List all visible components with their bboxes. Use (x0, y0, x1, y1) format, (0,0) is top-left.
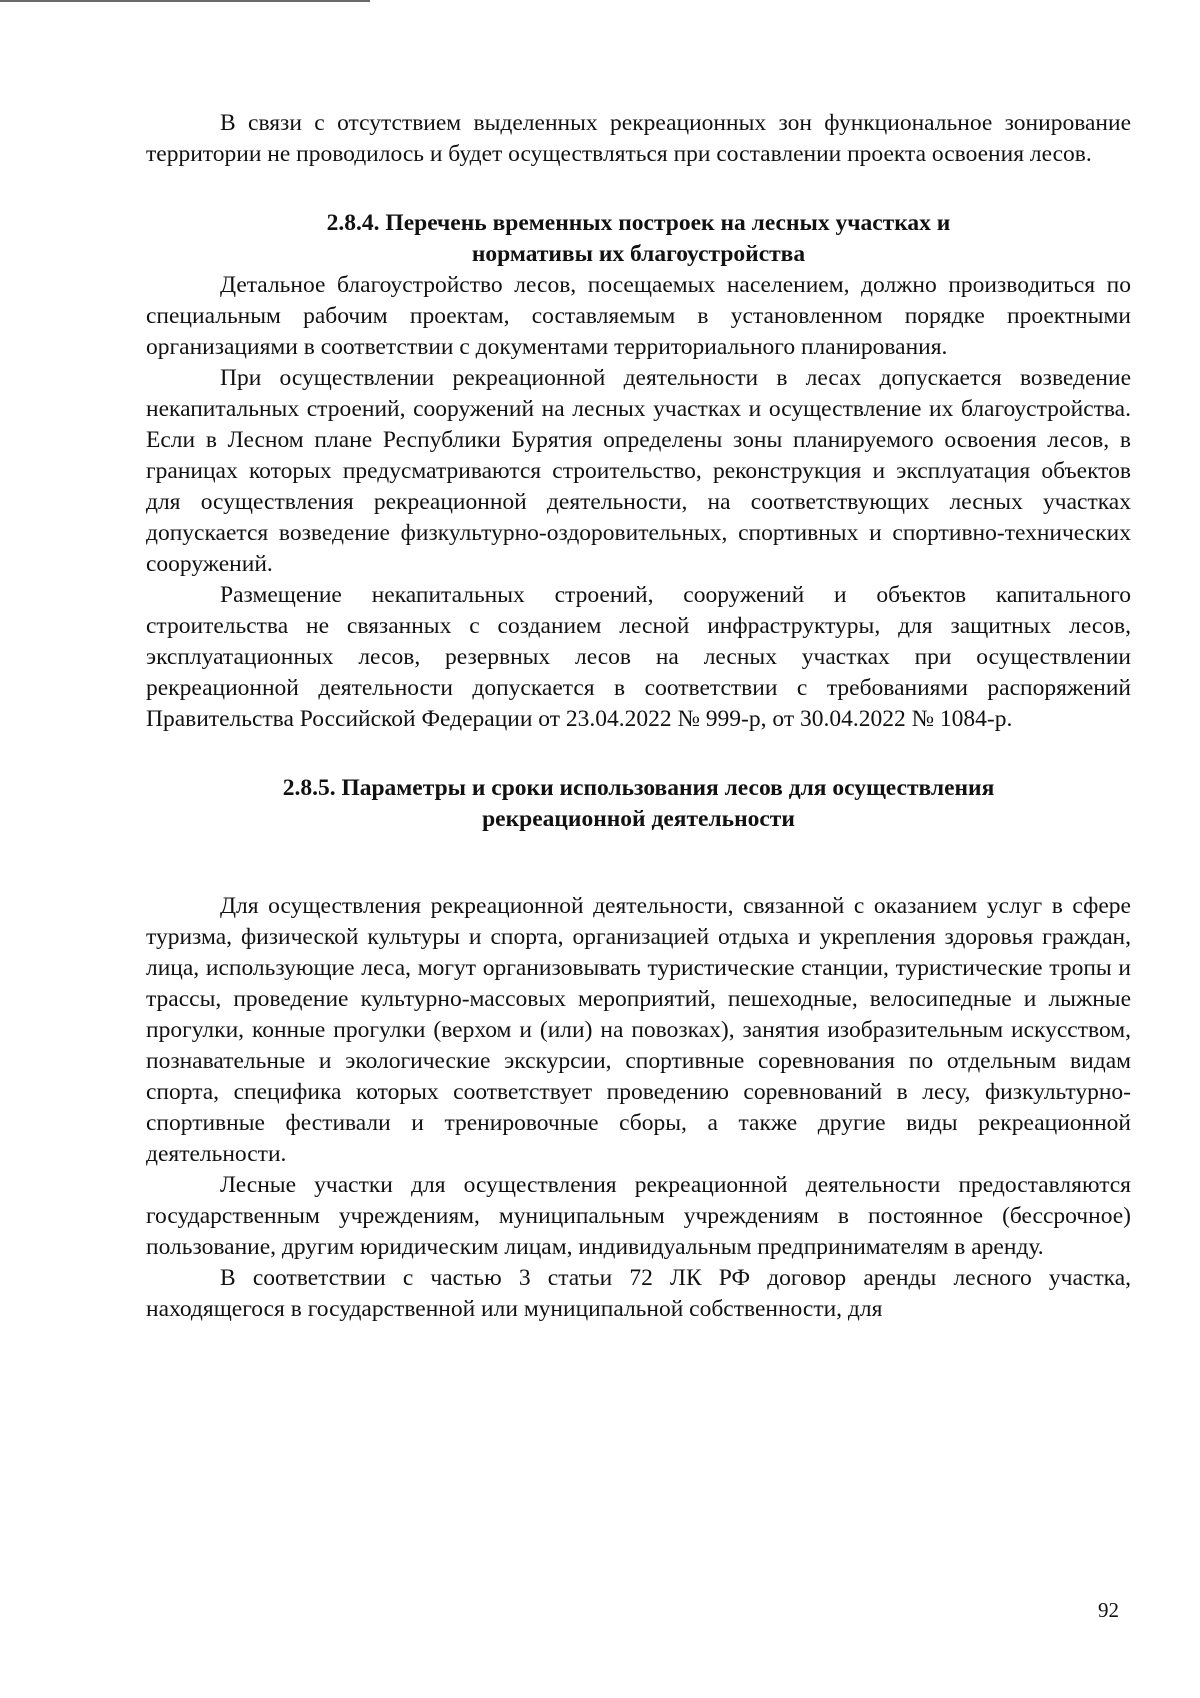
paragraph-landscaping: Детальное благоустройство лесов, посещаемых населением, должно производиться по специальным рабочим проектам, составляемым в установленном порядке проектными организациями в соответствии с документами территориального планирования. (146, 272, 1131, 360)
section-heading-2-8-4 (146, 208, 1131, 270)
paragraph-placement: Размещение некапитальных строений, сооружений и объектов капитального строительства не связанных с созданием лесной инфраструктуры, для защитных лесов, эксплуатационных лесов, резервных лесов на лесных участках при осуществлении рекреационной деятельности допускается в соответствии с требованиями распоряжений Правительства Российской Федерации от 23.04.2022 № 999-р, от 30.04.2022 № 1084-р. (146, 582, 1131, 732)
paragraph-zoning: В связи с отсутствием выделенных рекреационных зон функциональное зонирование территории не проводилось и будет осуществляться при составлении проекта освоения лесов. (146, 110, 1131, 167)
heading-2-8-4-line2: нормативы их благоустройства (471, 241, 806, 267)
heading-2-8-4-line1: 2.8.4. Перечень временных построек на лесных участках и (326, 210, 951, 236)
paragraph-nonpermanent-structures: При осуществлении рекреационной деятельности в лесах допускается возведение некапитальных строений, сооружений на лесных участках и осуществление их благоустройства. Если в Лесном плане Республики Бурятия определены зоны планируемого освоения лесов, в границах которых предусматриваются строительство, реконструкция и эксплуатация объектов для осуществления рекреационной деятельности, на соответствующих лесных участках допускается возведение физкультурно-оздоровительных, спортивных и спортивно-технических сооружений. (146, 365, 1131, 577)
paragraph-lease-agreement: В соответствии с частью 3 статьи 72 ЛК РФ договор аренды лесного участка, находящегося в государственной или муниципальной собственности, для (146, 1265, 1131, 1322)
heading-2-8-5-line2: рекреационной деятельности (482, 806, 795, 832)
page-number: 92 (1098, 1598, 1119, 1622)
document-page (146, 108, 1131, 1325)
section-heading-2-8-5 (146, 773, 1131, 835)
paragraph-land-provision: Лесные участки для осуществления рекреационной деятельности предоставляются государственным учреждениям, муниципальным учреждениям в постоянное (бессрочное) пользование, другим юридическим лицам, индивидуальным предпринимателям в аренду. (146, 1172, 1131, 1260)
heading-2-8-5-line1: 2.8.5. Параметры и сроки использования лесов для осуществления (282, 775, 995, 801)
paragraph-recreation-activities: Для осуществления рекреационной деятельности, связанной с оказанием услуг в сфере туризма, физической культуры и спорта, организацией отдыха и укрепления здоровья граждан, лица, использующие леса, могут организовывать туристические станции, туристические тропы и трассы, проведение культурно-массовых мероприятий, пешеходные, велосипедные и лыжные прогулки, конные прогулки (верхом и (или) на повозках), занятия изобразительным искусством, познавательные и экологические экскурсии, спортивные соревнования по отдельным видам спорта, специфика которых соответствует проведению соревнований в лесу, физкультурно-спортивные фестивали и тренировочные сборы, а также другие виды рекреационной деятельности. (146, 893, 1131, 1167)
scan-edge-line (0, 0, 370, 2)
